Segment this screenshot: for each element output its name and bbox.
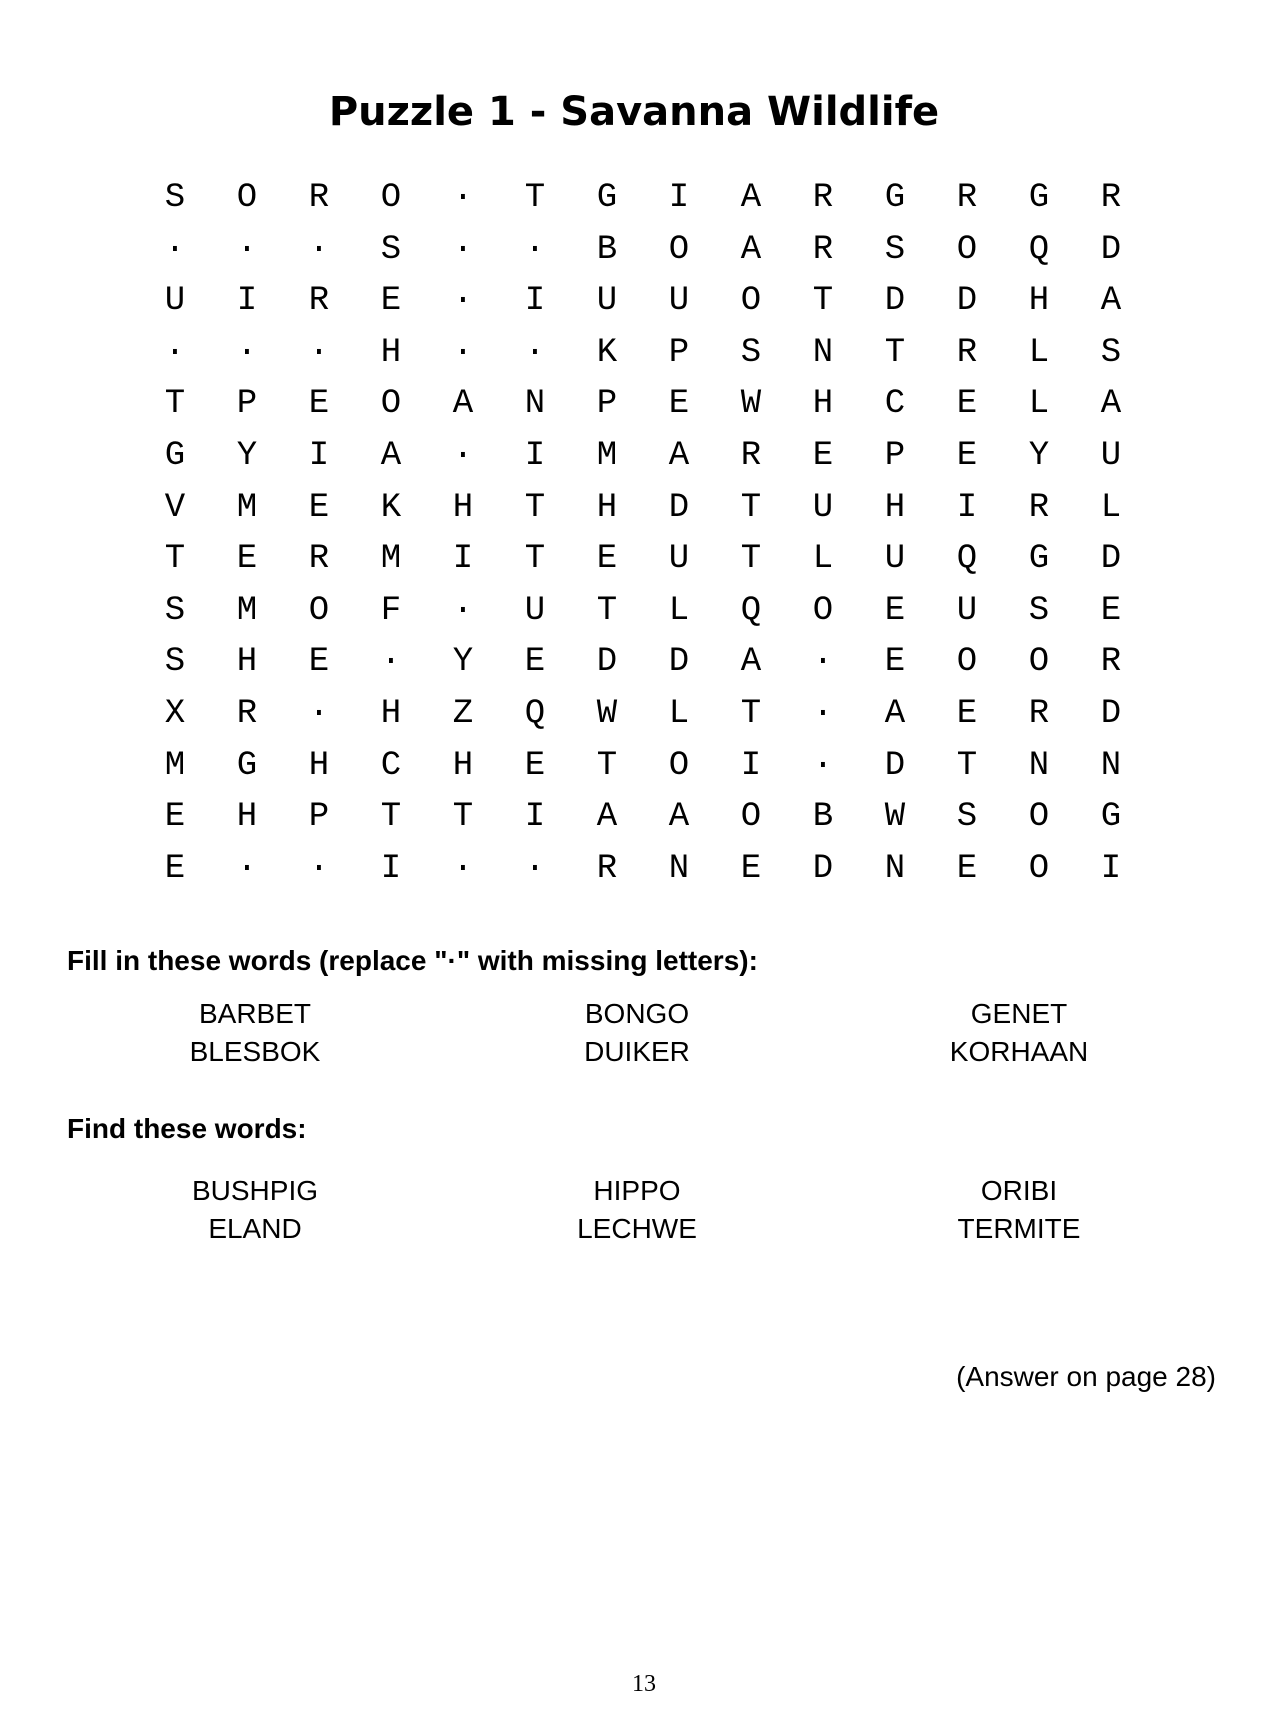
grid-cell: W: [596, 694, 618, 733]
fill-in-word: BONGO: [584, 998, 690, 1029]
grid-cell: ·: [524, 230, 546, 269]
grid-cell: S: [956, 798, 978, 837]
grid-cell: H: [236, 643, 258, 682]
grid-cell: ·: [452, 179, 474, 217]
grid-cell: E: [884, 643, 906, 682]
grid-cell: R: [812, 179, 834, 217]
grid-cell: O: [380, 385, 402, 424]
grid-cell: P: [308, 798, 330, 837]
find-heading: Find these words:: [67, 1113, 307, 1144]
grid-cell: ·: [452, 333, 474, 372]
grid-cell: T: [596, 746, 618, 785]
grid-cell: Y: [1028, 436, 1050, 475]
grid-cell: O: [812, 591, 834, 630]
grid-row: [139, 225, 1147, 277]
grid-cell: Y: [452, 643, 474, 682]
grid-cell: E: [812, 436, 834, 475]
answer-page-note: (Answer on page 28): [956, 1361, 1216, 1392]
grid-cell: D: [812, 849, 834, 888]
grid-cell: U: [668, 282, 690, 321]
grid-cell: N: [1100, 746, 1122, 785]
grid-row: [139, 328, 1147, 380]
grid-cell: ·: [812, 694, 834, 733]
fill-in-word: BLESBOK: [189, 1036, 321, 1067]
grid-cell: L: [812, 540, 834, 579]
grid-cell: N: [812, 333, 834, 372]
grid-cell: ·: [380, 643, 402, 682]
grid-cell: E: [164, 849, 186, 888]
grid-row: [139, 586, 1147, 638]
grid-cell: A: [740, 230, 762, 269]
grid-cell: G: [884, 179, 906, 217]
grid-cell: I: [668, 179, 690, 217]
grid-cell: A: [596, 798, 618, 837]
grid-cell: U: [1100, 436, 1122, 475]
grid-cell: T: [452, 798, 474, 837]
grid-cell: E: [956, 849, 978, 888]
grid-cell: U: [956, 591, 978, 630]
grid-cell: G: [1028, 179, 1050, 217]
puzzle-title: Puzzle 1 - Savanna Wildlife: [328, 89, 940, 135]
grid-cell: D: [884, 282, 906, 321]
grid-cell: B: [812, 798, 834, 837]
grid-cell: S: [164, 643, 186, 682]
grid-cell: Z: [452, 694, 474, 733]
grid-cell: G: [1100, 798, 1122, 837]
grid-cell: T: [956, 746, 978, 785]
grid-cell: A: [740, 179, 762, 217]
grid-cell: ·: [308, 849, 330, 888]
grid-cell: A: [380, 436, 402, 475]
grid-cell: W: [884, 798, 906, 837]
grid-cell: A: [668, 798, 690, 837]
grid-cell: G: [236, 746, 258, 785]
fill-in-word: BARBET: [198, 998, 312, 1029]
grid-cell: I: [308, 436, 330, 475]
grid-cell: ·: [164, 333, 186, 372]
grid-cell: O: [1028, 643, 1050, 682]
find-word: HIPPO: [593, 1175, 681, 1206]
grid-cell: N: [1028, 746, 1050, 785]
grid-cell: D: [1100, 694, 1122, 733]
grid-cell: P: [596, 385, 618, 424]
grid-cell: ·: [236, 333, 258, 372]
grid-cell: ·: [812, 746, 834, 785]
grid-cell: P: [668, 333, 690, 372]
grid-cell: C: [884, 385, 906, 424]
grid-cell: O: [956, 643, 978, 682]
grid-cell: E: [308, 385, 330, 424]
grid-cell: H: [236, 798, 258, 837]
grid-cell: H: [884, 488, 906, 527]
grid-cell: E: [380, 282, 402, 321]
letter-grid: [139, 173, 1147, 895]
grid-cell: H: [308, 746, 330, 785]
grid-cell: D: [1100, 540, 1122, 579]
grid-cell: A: [668, 436, 690, 475]
grid-cell: L: [668, 694, 690, 733]
grid-cell: U: [884, 540, 906, 579]
find-word: TERMITE: [957, 1213, 1081, 1244]
grid-cell: K: [380, 488, 402, 527]
grid-cell: Y: [236, 436, 258, 475]
grid-cell: T: [524, 540, 546, 579]
grid-cell: E: [524, 746, 546, 785]
grid-cell: T: [740, 488, 762, 527]
grid-cell: X: [164, 694, 186, 733]
grid-cell: T: [740, 540, 762, 579]
grid-cell: R: [740, 436, 762, 475]
grid-cell: M: [236, 488, 258, 527]
grid-cell: T: [524, 488, 546, 527]
grid-cell: P: [884, 436, 906, 475]
grid-cell: S: [164, 591, 186, 630]
grid-cell: B: [596, 230, 618, 269]
grid-cell: M: [164, 746, 186, 785]
grid-cell: O: [1028, 849, 1050, 888]
grid-cell: H: [452, 746, 474, 785]
grid-row: [139, 689, 1147, 741]
grid-cell: A: [1100, 385, 1122, 424]
grid-cell: Q: [740, 591, 762, 630]
grid-cell: F: [380, 591, 402, 630]
grid-cell: I: [1100, 849, 1122, 888]
grid-cell: T: [164, 540, 186, 579]
grid-cell: ·: [452, 591, 474, 630]
grid-cell: T: [596, 591, 618, 630]
grid-cell: P: [236, 385, 258, 424]
grid-cell: ·: [164, 230, 186, 269]
grid-cell: L: [668, 591, 690, 630]
grid-cell: O: [740, 282, 762, 321]
grid-cell: O: [668, 746, 690, 785]
grid-cell: T: [380, 798, 402, 837]
grid-cell: H: [596, 488, 618, 527]
grid-cell: T: [164, 385, 186, 424]
grid-cell: U: [668, 540, 690, 579]
grid-cell: I: [740, 746, 762, 785]
grid-cell: R: [308, 179, 330, 217]
page-number: 13: [632, 1671, 656, 1697]
grid-cell: E: [308, 643, 330, 682]
grid-cell: C: [380, 746, 402, 785]
grid-cell: ·: [236, 849, 258, 888]
grid-cell: O: [668, 230, 690, 269]
grid-cell: D: [668, 643, 690, 682]
grid-cell: O: [236, 179, 258, 217]
grid-row: [139, 792, 1147, 844]
grid-cell: Q: [524, 694, 546, 733]
grid-cell: E: [1100, 591, 1122, 630]
grid-cell: I: [380, 849, 402, 888]
grid-cell: N: [524, 385, 546, 424]
grid-cell: D: [1100, 230, 1122, 269]
grid-cell: U: [596, 282, 618, 321]
grid-cell: ·: [452, 230, 474, 269]
grid-cell: W: [740, 385, 762, 424]
grid-cell: ·: [812, 643, 834, 682]
grid-cell: O: [956, 230, 978, 269]
fill-in-heading: Fill in these words (replace "·" with missing letters):: [67, 945, 758, 976]
grid-cell: I: [524, 282, 546, 321]
grid-cell: O: [740, 798, 762, 837]
grid-cell: I: [524, 798, 546, 837]
grid-cell: G: [596, 179, 618, 217]
grid-cell: S: [164, 179, 186, 217]
grid-cell: M: [380, 540, 402, 579]
grid-cell: E: [236, 540, 258, 579]
grid-cell: D: [596, 643, 618, 682]
grid-row: [139, 483, 1147, 535]
grid-cell: E: [164, 798, 186, 837]
grid-cell: O: [308, 591, 330, 630]
find-word: LECHWE: [577, 1213, 697, 1244]
grid-cell: Q: [1028, 230, 1050, 269]
find-word: ORIBI: [980, 1175, 1058, 1206]
grid-cell: R: [956, 179, 978, 217]
grid-cell: R: [1028, 488, 1050, 527]
grid-cell: U: [164, 282, 186, 321]
grid-cell: E: [524, 643, 546, 682]
grid-cell: A: [740, 643, 762, 682]
grid-cell: A: [884, 694, 906, 733]
grid-cell: E: [308, 488, 330, 527]
grid-cell: S: [884, 230, 906, 269]
grid-cell: ·: [308, 694, 330, 733]
grid-cell: ·: [452, 436, 474, 475]
grid-cell: O: [1028, 798, 1050, 837]
grid-cell: I: [452, 540, 474, 579]
grid-cell: A: [1100, 282, 1122, 321]
grid-cell: V: [164, 488, 186, 527]
grid-cell: K: [596, 333, 618, 372]
fill-in-word: GENET: [970, 998, 1068, 1029]
grid-cell: S: [740, 333, 762, 372]
grid-cell: H: [380, 333, 402, 372]
grid-cell: R: [812, 230, 834, 269]
grid-cell: ·: [308, 333, 330, 372]
grid-cell: D: [668, 488, 690, 527]
grid-cell: E: [668, 385, 690, 424]
grid-cell: T: [524, 179, 546, 217]
grid-cell: S: [1028, 591, 1050, 630]
find-word: ELAND: [208, 1213, 302, 1244]
grid-cell: H: [452, 488, 474, 527]
grid-cell: U: [812, 488, 834, 527]
grid-row: [139, 276, 1147, 328]
grid-cell: ·: [524, 849, 546, 888]
grid-cell: R: [1100, 179, 1122, 217]
grid-row: [139, 741, 1147, 793]
grid-cell: R: [596, 849, 618, 888]
grid-cell: E: [740, 849, 762, 888]
grid-cell: L: [1028, 333, 1050, 372]
grid-cell: ·: [524, 333, 546, 372]
grid-cell: ·: [452, 849, 474, 888]
fill-in-word: DUIKER: [584, 1036, 690, 1067]
grid-cell: I: [524, 436, 546, 475]
grid-cell: R: [308, 540, 330, 579]
grid-cell: R: [1028, 694, 1050, 733]
grid-cell: N: [668, 849, 690, 888]
grid-cell: M: [236, 591, 258, 630]
grid-cell: E: [956, 385, 978, 424]
grid-cell: E: [956, 694, 978, 733]
grid-cell: L: [1100, 488, 1122, 527]
grid-cell: M: [596, 436, 618, 475]
grid-cell: I: [236, 282, 258, 321]
grid-cell: L: [1028, 385, 1050, 424]
grid-cell: G: [164, 436, 186, 475]
grid-cell: R: [956, 333, 978, 372]
grid-cell: ·: [452, 282, 474, 321]
grid-cell: R: [236, 694, 258, 733]
grid-row: [139, 637, 1147, 689]
grid-row: [139, 173, 1147, 225]
grid-cell: E: [956, 436, 978, 475]
grid-cell: T: [884, 333, 906, 372]
grid-cell: U: [524, 591, 546, 630]
grid-cell: D: [956, 282, 978, 321]
grid-cell: H: [1028, 282, 1050, 321]
grid-cell: A: [452, 385, 474, 424]
grid-cell: E: [884, 591, 906, 630]
grid-cell: O: [380, 179, 402, 217]
grid-cell: D: [884, 746, 906, 785]
grid-cell: N: [884, 849, 906, 888]
grid-cell: T: [812, 282, 834, 321]
grid-cell: H: [380, 694, 402, 733]
grid-cell: I: [956, 488, 978, 527]
grid-cell: R: [1100, 643, 1122, 682]
grid-cell: S: [380, 230, 402, 269]
grid-cell: S: [1100, 333, 1122, 372]
grid-cell: R: [308, 282, 330, 321]
grid-cell: H: [812, 385, 834, 424]
fill-in-word: KORHAAN: [949, 1036, 1089, 1067]
grid-cell: G: [1028, 540, 1050, 579]
grid-cell: E: [596, 540, 618, 579]
grid-row: [139, 379, 1147, 431]
grid-cell: Q: [956, 540, 978, 579]
grid-cell: ·: [308, 230, 330, 269]
grid-cell: ·: [236, 230, 258, 269]
find-word: BUSHPIG: [191, 1175, 319, 1206]
grid-row: [139, 844, 1147, 896]
grid-row: [139, 431, 1147, 483]
grid-row: [139, 534, 1147, 586]
grid-cell: T: [740, 694, 762, 733]
